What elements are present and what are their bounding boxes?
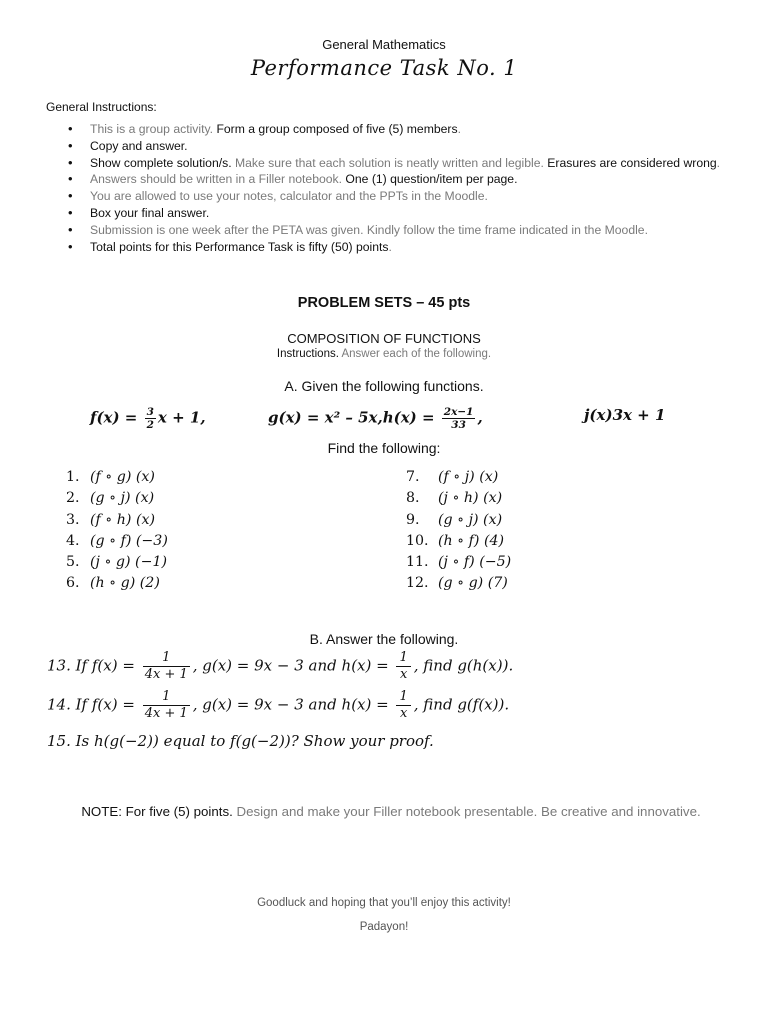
function-f: f(x) = $\frac{3}{2}$ x + 1, (90, 406, 206, 431)
closing-signoff: Padayon! (359, 921, 409, 933)
fraction: $\frac{2x-1}{33}$ (443, 406, 474, 431)
instruction-item: • Copy and answer. (66, 138, 726, 155)
items-right-column (406, 467, 511, 595)
list-item: 5. (j ∘ g) (−1) (66, 554, 168, 571)
instructions-label: General Instructions: (46, 100, 157, 114)
closing-message: Goodluck and hoping that you’ll enjoy this activity! (257, 897, 511, 909)
document-title: Performance Task No. 1 (250, 56, 518, 80)
instruction-item: • Total points for this Performance Task is fifty (50) points. (66, 239, 726, 256)
fraction: $\frac{1}{4x + 1}$ (144, 689, 188, 721)
list-item: 2. (g ∘ j) (x) (66, 490, 155, 507)
instruction-item: • Box your final answer. (66, 205, 726, 222)
instruction-item: • Answers should be written in a Filler notebook. One (1) question/item per page. (66, 171, 726, 188)
instruction-item: • This is a group activity. Form a group composed of five (5) members. (66, 121, 726, 138)
list-item: 4. (g ∘ f) (−3) (66, 532, 168, 549)
section-a-heading: A. Given the following functions. (284, 378, 484, 394)
instruction-item: • You are allowed to use your notes, calculator and the PPTs in the Moodle. (66, 188, 726, 205)
problem-14: 14. If f(x) = $\frac{1}{4x + 1}$ , g(x) = 9x − 3 and h(x) = $\frac{1}{x}$ , find g(f(x)). (47, 689, 510, 721)
given-functions (0, 400, 768, 434)
fraction: $\frac{1}{x}$ (396, 689, 410, 722)
list-item: 6. (h ∘ g) (2) (66, 575, 160, 592)
list-item: 8. (j ∘ h) (x) (406, 490, 503, 507)
section-b-heading: B. Answer the following. (309, 631, 459, 647)
instruction-item: • Show complete solution/s. Make sure that each solution is neatly written and legible. Erasures are considered wrong. (66, 155, 726, 172)
problem-13: 13. If f(x) = $\frac{1}{4x + 1}$ , g(x) = 9x − 3 and h(x) = $\frac{1}{x}$ , find g(h(x)). (47, 650, 514, 682)
items-left-column (66, 467, 168, 595)
instructions-list (66, 121, 726, 255)
function-g-h: g(x) = x² – 5x,h(x) = $\frac{2x-1}{33}$ , (268, 406, 483, 431)
list-item: 11. (j ∘ f) (−5) (406, 554, 512, 571)
topic-instructions: Instructions. Answer each of the following. (276, 348, 492, 360)
fraction: $\frac{3}{2}$ (146, 406, 154, 431)
problem-15: 15. Is h(g(−2)) equal to f(g(−2))? Show your proof. (47, 732, 434, 750)
list-item: 10. (h ∘ f) (4) (406, 532, 505, 549)
list-item: 12. (g ∘ g) (7) (406, 575, 508, 592)
find-label: Find the following: (327, 440, 441, 456)
list-item: 7. (f ∘ j) (x) (406, 469, 499, 485)
list-item: 9. (g ∘ j) (x) (406, 511, 503, 528)
instruction-item: • Submission is one week after the PETA was given. Kindly follow the time frame indicated in the Moodle. (66, 222, 726, 239)
subject-heading: General Mathematics (322, 37, 446, 52)
list-item: 3. (f ∘ h) (x) (66, 511, 156, 528)
list-item: 1. (f ∘ g) (x) (66, 469, 155, 485)
problem-sets-title: PROBLEM SETS – 45 pts (297, 295, 471, 311)
note-paragraph: NOTE: For five (5) points. Design and make your Filler notebook presentable. Be creative and innovative. (81, 804, 701, 819)
fraction: $\frac{1}{4x + 1}$ (144, 650, 188, 682)
function-j: j(x)3x + 1 (584, 406, 666, 424)
topic-title: COMPOSITION OF FUNCTIONS (287, 331, 481, 346)
fraction: $\frac{1}{x}$ (396, 650, 410, 683)
